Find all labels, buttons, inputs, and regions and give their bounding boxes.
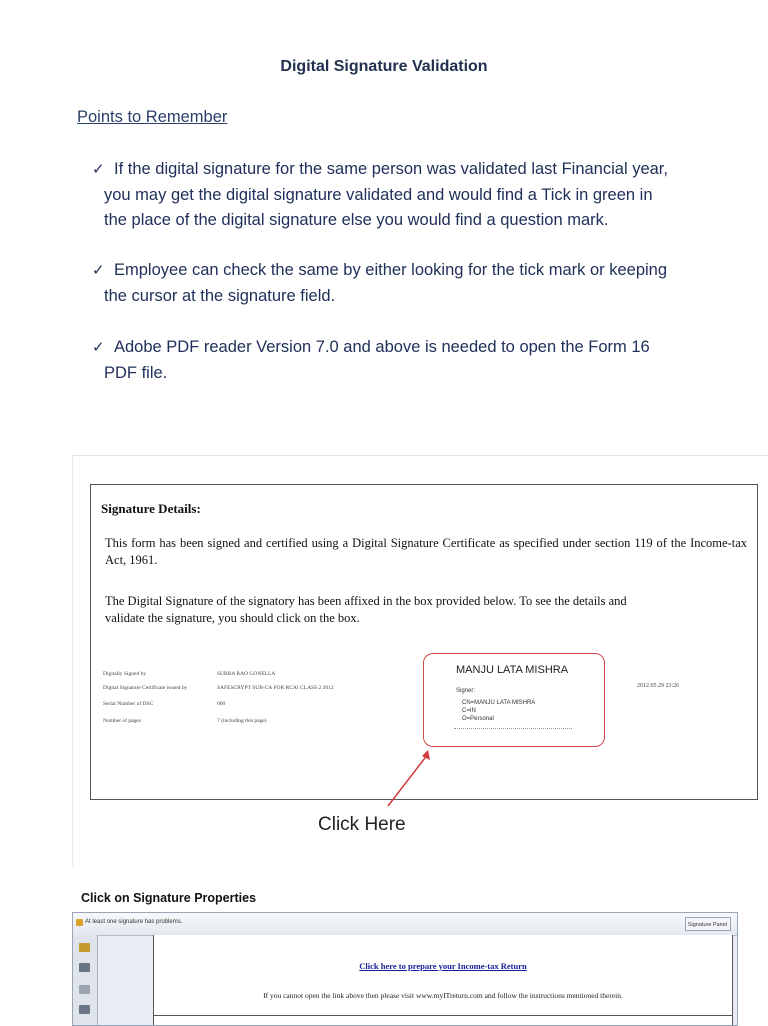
lock-icon[interactable] [79,943,90,952]
signature-properties-screenshot [72,912,738,1026]
signature-properties-caption: Click on Signature Properties [81,891,257,905]
section-heading: Points to Remember [77,108,228,126]
signature-certification-text: This form has been signed and certified using a Digital Signature Certificate as specified under section 119 of the Income-tax Act, 1961. [105,536,747,567]
signature-icon[interactable] [79,1005,90,1014]
page-title: Digital Signature Validation [280,58,488,75]
bullet-line: the cursor at the signature field. [104,286,336,305]
detail-label: Number of pages [103,718,141,724]
signer-label: Signer: [456,688,476,694]
detail-label: Serial Number of DSC [103,701,154,707]
navigation-sidebar [73,935,98,1025]
pages-icon[interactable] [79,963,90,972]
signature-timestamp: 2012.05.29 23:26 [637,683,680,689]
bullet-line: the place of the digital signature else you would find a question mark. [104,211,609,229]
signer-org: O=Personal [462,716,494,722]
detail-value: 000 [217,701,226,707]
arrow-icon [380,748,440,812]
signature-panel-button[interactable]: Signature Panel [685,917,731,931]
detail-label: Digitally Signed by [103,671,147,677]
click-here-callout: Click Here [318,814,406,835]
detail-value: SAFESCRYPT SUB-CA FOR RCAI CLASS 2 2012 [217,685,334,691]
signer-name: MANJU LATA MISHRA [456,664,569,676]
bullet-line: you may get the digital signature validated and would find a Tick in green in [104,185,653,204]
bullet-line: If the digital signature for the same person was validated last Financial year, [114,160,668,178]
bullet-item [92,258,732,309]
attachment-icon[interactable] [79,985,90,994]
warning-icon [76,919,83,926]
detail-label: Digital Signature Certificate issued by [103,685,188,691]
page-divider [154,1015,732,1016]
signature-warning-text: At least one signature has problems. [85,919,183,925]
instruction-text: If you cannot open the link above then please visit www.myITreturn.com and follow the instructions mentioned therein. [263,991,623,1000]
signature-details-heading: Signature Details: [101,501,201,516]
bullet-item [92,157,732,234]
detail-value: 7 (including this page) [217,718,267,724]
signature-warning-bar [73,913,737,936]
check-icon: ✓ [92,261,105,279]
signature-field[interactable] [423,653,605,747]
signer-cn: CN=MANJU LATA MISHRA [462,700,536,706]
check-icon: ✓ [92,160,105,178]
pdf-page [153,935,733,1025]
bullet-line: Adobe PDF reader Version 7.0 and above is needed to open the Form 16 [114,338,650,356]
prepare-return-link[interactable]: Click here to prepare your Income-tax Return [359,961,527,971]
signature-instruction-text: The Digital Signature of the signatory has been affixed in the box provided below. To see the details and validate the signature, you should click on the box. [105,594,627,625]
check-icon: ✓ [92,338,105,356]
signer-country: C=IN [462,708,476,714]
bullet-line: Employee can check the same by either looking for the tick mark or keeping [114,261,668,279]
signer-divider [454,728,572,729]
detail-value: SUBBA RAO GONELLA [217,671,276,677]
bullet-item [92,335,732,386]
bullet-line: PDF file. [104,363,168,382]
